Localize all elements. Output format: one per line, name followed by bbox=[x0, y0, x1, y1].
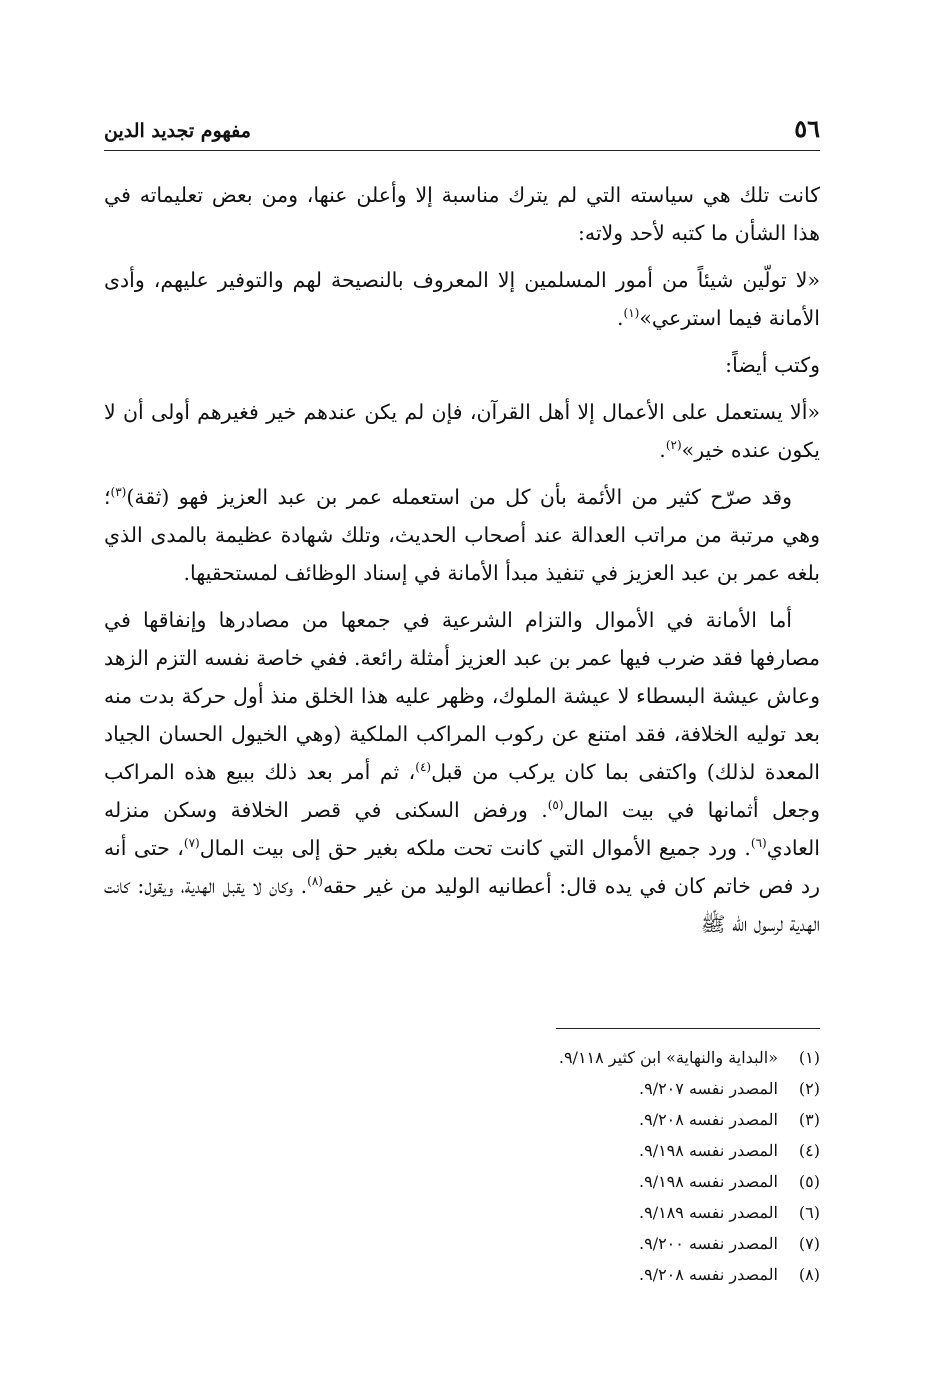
quote-end: . bbox=[616, 306, 624, 330]
footnote-ref-7: (٧) bbox=[183, 836, 200, 851]
footnote-ref-5: (٥) bbox=[547, 798, 564, 813]
paragraph-text: ، ثم أمر بعد ذلك ببيع هذه المراكب وجعل أثمانها في بيت المال bbox=[104, 760, 820, 822]
footnote-ref-1: (١) bbox=[623, 306, 640, 321]
footnote-text: المصدر نفسه ٩/٢٠٨. bbox=[639, 1265, 778, 1284]
footnote-item bbox=[300, 1135, 820, 1166]
book-title: مفهوم تجديد الدين bbox=[104, 120, 251, 142]
footnote-number: (٧) bbox=[798, 1234, 820, 1253]
footnote-text: المصدر نفسه ٩/١٩٨. bbox=[639, 1141, 778, 1160]
footnote-number: (٥) bbox=[798, 1172, 820, 1191]
footnote-item bbox=[300, 1073, 820, 1104]
paragraph-text: أما الأمانة في الأموال والتزام الشرعية في جمعها من مصادرها وإنفاقها في مصارفها فقد ضرب فيها عمر بن عبد العزيز أمثلة رائعة. ففي خاصة نفسه التزم الزهد وعاش عيشة البسطاء لا عيشة الملوك، وظهر عليه هذا الخلق منذ أول حركة بدت منه بعد توليه الخلافة، فقد امتنع عن ركوب المراكب الملكية (وهي الخيول الحسان الجياد المعدة لذلك) واكتفى بما كان يركب من قبل bbox=[104, 608, 820, 784]
footnote-ref-6: (٦) bbox=[750, 836, 767, 851]
footnote-ref-4: (٤) bbox=[415, 760, 432, 775]
footnote-item bbox=[300, 1259, 820, 1290]
footnote-rule bbox=[556, 1028, 820, 1029]
quote-text: «ألا يستعمل على الأعمال إلا أهل القرآن، فإن لم يكن عندهم خير فغيرهم أولى أن لا يكون عنده خير» bbox=[104, 400, 820, 462]
paragraph-5 bbox=[104, 478, 820, 592]
running-header bbox=[104, 112, 820, 148]
footnote-item bbox=[300, 1104, 820, 1135]
footnote-text: المصدر نفسه ٩/٢٠٠. bbox=[639, 1234, 778, 1253]
footnote-text: المصدر نفسه ٩/٢٠٨. bbox=[639, 1110, 778, 1129]
header-rule bbox=[104, 150, 820, 151]
paragraph-3: وكتب أيضاً: bbox=[725, 353, 820, 377]
footnote-number: (٨) bbox=[798, 1265, 820, 1284]
footnote-item bbox=[300, 1042, 820, 1073]
footnote-number: (٢) bbox=[798, 1079, 820, 1098]
footnote-item bbox=[300, 1197, 820, 1228]
footnote-text: المصدر نفسه ٩/١٨٩. bbox=[639, 1203, 778, 1222]
paragraph-text: . وكان لا يقبل الهدية، ويقول: كانت الهدية لرسول الله ﷺ bbox=[104, 874, 820, 936]
paragraph-6 bbox=[104, 601, 820, 943]
paragraph-text: ؛ وهي مرتبة من مراتب العدالة عند أصحاب الحديث، وتلك شهادة عظيمة بالمدى الذي بلغه عمر بن عبد العزيز في تنفيذ مبدأ الأمانة في إسناد الوظائف لمستحقيها. bbox=[104, 485, 820, 585]
paragraph-2-quote bbox=[104, 261, 820, 337]
quote-text: «لا تولّين شيئاً من أمور المسلمين إلا المعروف بالنصيحة لهم والتوفير عليهم، وأدى الأمانة فيما استرعي» bbox=[104, 268, 820, 330]
paragraph-text: وقد صرّح كثير من الأئمة بأن كل من استعمله عمر بن عبد العزيز فهو (ثقة) bbox=[126, 485, 792, 509]
footnote-text: المصدر نفسه ٩/٢٠٧. bbox=[639, 1079, 778, 1098]
footnote-text: المصدر نفسه ٩/١٩٨. bbox=[639, 1172, 778, 1191]
footnote-item bbox=[300, 1228, 820, 1259]
paragraph-4-quote bbox=[104, 393, 820, 469]
footnotes-list bbox=[300, 1042, 820, 1290]
main-text bbox=[104, 176, 820, 952]
footnote-number: (١) bbox=[798, 1048, 820, 1067]
quote-end: . bbox=[659, 438, 666, 462]
page-number: ٥٦ bbox=[794, 114, 820, 143]
footnote-item bbox=[300, 1166, 820, 1197]
footnote-number: (٣) bbox=[798, 1110, 820, 1129]
paragraph-1: كانت تلك هي سياسته التي لم يترك مناسبة إلا وأعلن عنها، ومن بعض تعليماته في هذا الشأن ما كتبه لأحد ولاته: bbox=[104, 183, 820, 245]
footnote-ref-2: (٢) bbox=[665, 438, 682, 453]
footnote-number: (٦) bbox=[798, 1203, 820, 1222]
footnote-number: (٤) bbox=[798, 1141, 820, 1160]
paragraph-text: . ورفض السكنى في قصر الخلافة وسكن منزله العادي bbox=[104, 798, 820, 860]
paragraph-text: ، حتى أنه رد فص خاتم كان في يده قال: أعطانيه الوليد من غير حقه bbox=[104, 836, 820, 898]
footnote-text: «البداية والنهاية» ابن كثير ٩/١١٨. bbox=[558, 1048, 778, 1067]
footnote-ref-3: (٣) bbox=[110, 485, 127, 500]
footnote-ref-8: (٨) bbox=[307, 874, 323, 889]
paragraph-text: . ورد جميع الأموال التي كانت تحت ملكه بغير حق إلى بيت المال bbox=[199, 836, 751, 860]
